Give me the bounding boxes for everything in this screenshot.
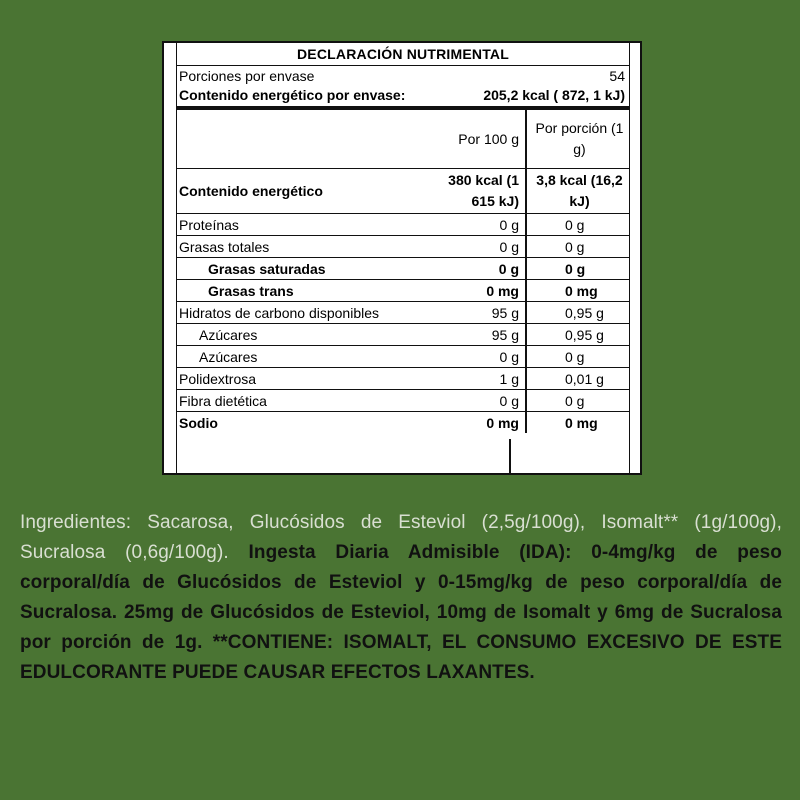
portions-label: Porciones por envase — [179, 68, 315, 84]
energy-per100: 380 kcal (1 615 kJ) — [439, 169, 526, 214]
nutrient-portion: 0 g — [526, 236, 629, 258]
col-per-portion-header: Por porción (1 g) — [535, 120, 624, 157]
nutrient-per100: 0 g — [439, 236, 526, 258]
portions-value: 54 — [609, 68, 625, 84]
energy-per-portion: 3,8 kcal (16,2 kJ) — [526, 169, 629, 214]
nutrient-per100: 0 g — [439, 214, 526, 236]
nutrient-name: Grasas saturadas — [177, 258, 439, 280]
ida-warning: Ingesta Diaria Admisible (IDA): 0-4mg/kg de peso corporal/día de Glucósidos de Esteviol y 0-15mg/kg de peso corporal/día de Sucralosa. 25mg de Glucósidos de Esteviol, 10mg de Isomalt y 6mg de Sucralosa por porción de 1g. **CONTIENE: ISOMALT, EL CONSUMO EXCESIVO DE ESTE EDULCORANTE PUEDE CAUSAR EFECTOS LAXANTES. — [20, 542, 782, 683]
nutrient-name: Azúcares — [177, 346, 439, 368]
energy-per-pack-row — [177, 86, 629, 110]
portions-row — [177, 66, 629, 86]
nutrient-per100: 0 mg — [439, 412, 526, 434]
column-divider — [509, 439, 511, 473]
nutrient-name: Hidratos de carbono disponibles — [177, 302, 439, 324]
col-per100-header: Por 100 g — [439, 110, 526, 169]
nutrient-portion: 0 g — [526, 214, 629, 236]
nutrient-portion: 0 g — [526, 258, 629, 280]
nutrient-name: Polidextrosa — [177, 368, 439, 390]
nutrient-table — [177, 110, 629, 433]
nutrient-per100: 95 g — [439, 324, 526, 346]
nutrient-name: Azúcares — [177, 324, 439, 346]
table-row — [177, 214, 629, 236]
nutrient-portion: 0 g — [526, 346, 629, 368]
nutrient-name: Grasas totales — [177, 236, 439, 258]
nutrient-portion: 0,95 g — [526, 324, 629, 346]
table-row — [177, 280, 629, 302]
nutrient-per100: 95 g — [439, 302, 526, 324]
nutrient-name: Grasas trans — [177, 280, 439, 302]
nutrient-portion: 0 mg — [526, 280, 629, 302]
nutrient-portion: 0,95 g — [526, 302, 629, 324]
table-row — [177, 346, 629, 368]
nutrient-per100: 0 g — [439, 390, 526, 412]
nutrient-name: Fibra dietética — [177, 390, 439, 412]
table-row — [177, 324, 629, 346]
energy-per-pack-value: 205,2 kcal ( 872, 1 kJ) — [483, 87, 625, 103]
ingredients-text — [20, 508, 782, 688]
energy-label: Contenido energético — [177, 169, 439, 214]
table-row — [177, 302, 629, 324]
nutrient-per100: 0 mg — [439, 280, 526, 302]
table-row — [177, 390, 629, 412]
nutrition-table-frame — [176, 43, 630, 473]
label-title: DECLARACIÓN NUTRIMENTAL — [177, 43, 629, 66]
energy-per-pack-label: Contenido energético por envase: — [179, 87, 406, 103]
nutrition-label — [162, 41, 642, 475]
table-row — [177, 236, 629, 258]
nutrient-per100: 0 g — [439, 258, 526, 280]
nutrient-per100: 1 g — [439, 368, 526, 390]
nutrient-portion: 0 mg — [526, 412, 629, 434]
ingredients-list: Ingredientes: Sacarosa, Glucósidos de Esteviol (2,5g/100g), Isomalt** (1g/100g), Sucralosa (0,6g/100g). — [20, 512, 782, 563]
nutrient-portion: 0 g — [526, 390, 629, 412]
table-row — [177, 258, 629, 280]
nutrient-portion: 0,01 g — [526, 368, 629, 390]
energy-row — [177, 169, 629, 214]
table-row — [177, 412, 629, 434]
nutrient-name: Sodio — [177, 412, 439, 434]
nutrient-name: Proteínas — [177, 214, 439, 236]
nutrient-per100: 0 g — [439, 346, 526, 368]
column-header-row — [177, 110, 629, 169]
table-row — [177, 368, 629, 390]
